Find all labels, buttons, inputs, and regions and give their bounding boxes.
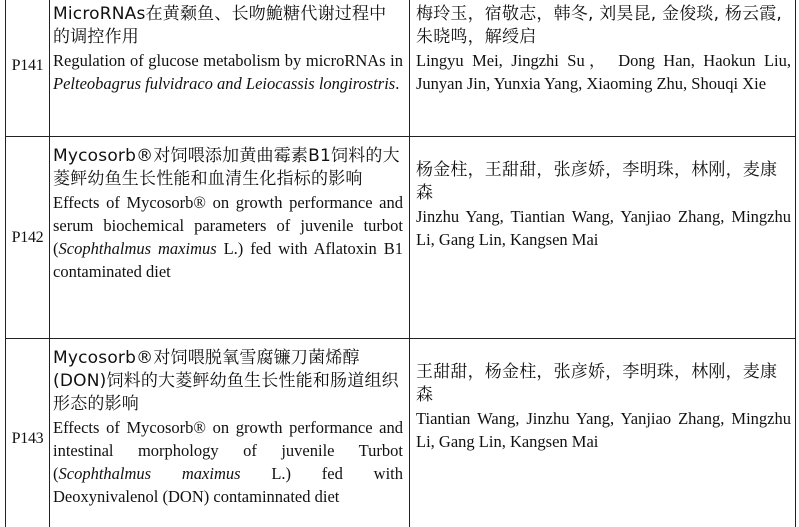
- title-en: Regulation of glucose metabolism by microRNAs in Pelteobagrus fulvidraco and Leiocassis longirostris.: [53, 51, 403, 93]
- title-zh: MicroRNAs在黄颡鱼、长吻鮠糖代谢过程中的调控作用: [53, 4, 387, 47]
- table-row: [6, 339, 796, 527]
- authors-cell: [410, 137, 796, 339]
- paper-id-cell: [6, 137, 50, 339]
- authors-en: Lingyu Mei, Jingzhi Su， Dong Han, Haokun Liu, Junyan Jin, Yunxia Yang, Xiaoming Zhu, Shouqi Xie: [416, 51, 791, 93]
- title-cell: [50, 137, 410, 339]
- paper-id: P141: [11, 57, 44, 74]
- paper-id: P142: [11, 229, 44, 246]
- authors-cell: [410, 339, 796, 527]
- species-name: Scophthalmus maximus: [58, 464, 241, 483]
- table-row: [6, 137, 796, 339]
- table-row: [6, 0, 796, 137]
- title-cell: [50, 339, 410, 527]
- authors-cell: [410, 0, 796, 137]
- authors-zh: 王甜甜，杨金柱，张彦娇，李明珠，林刚，麦康森: [416, 362, 778, 405]
- species-name: Scophthalmus maximus: [58, 239, 217, 258]
- authors-en: Jinzhu Yang, Tiantian Wang, Yanjiao Zhang, Mingzhu Li, Gang Lin, Kangsen Mai: [416, 207, 791, 249]
- species-name: Pelteobagrus fulvidraco and Leiocassis longirostris: [53, 74, 396, 93]
- paper-id-cell: [6, 0, 50, 137]
- title-zh: Mycosorb®对饲喂添加黄曲霉素B1饲料的大菱鲆幼鱼生长性能和血清生化指标的影响: [53, 146, 400, 189]
- abstract-table: [5, 0, 796, 527]
- title-zh: Mycosorb®对饲喂脱氧雪腐镰刀菌烯醇(DON)饲料的大菱鲆幼鱼生长性能和肠道组织形态的影响: [53, 348, 399, 414]
- title-cell: [50, 0, 410, 137]
- authors-zh: 梅玲玉，宿敬志，韩冬, 刘昊昆, 金俊琰, 杨云霞,朱晓鸣，解绶启: [416, 4, 783, 47]
- paper-id: P143: [11, 430, 44, 447]
- paper-id-cell: [6, 339, 50, 527]
- title-en: Effects of Mycosorb® on growth performance and intestinal morphology of juvenile Turbot (Scophthalmus maximus L.) fed with Deoxynivalenol (DON) contaminnated diet: [53, 418, 403, 506]
- authors-zh: 杨金柱，王甜甜，张彦娇，李明珠，林刚，麦康森: [416, 160, 778, 203]
- title-en: Effects of Mycosorb® on growth performance and serum biochemical parameters of juvenile turbot (Scophthalmus maximus L.) fed with Aflatoxin B1 contaminated diet: [53, 193, 403, 281]
- authors-en: Tiantian Wang, Jinzhu Yang, Yanjiao Zhang, Mingzhu Li, Gang Lin, Kangsen Mai: [416, 409, 791, 451]
